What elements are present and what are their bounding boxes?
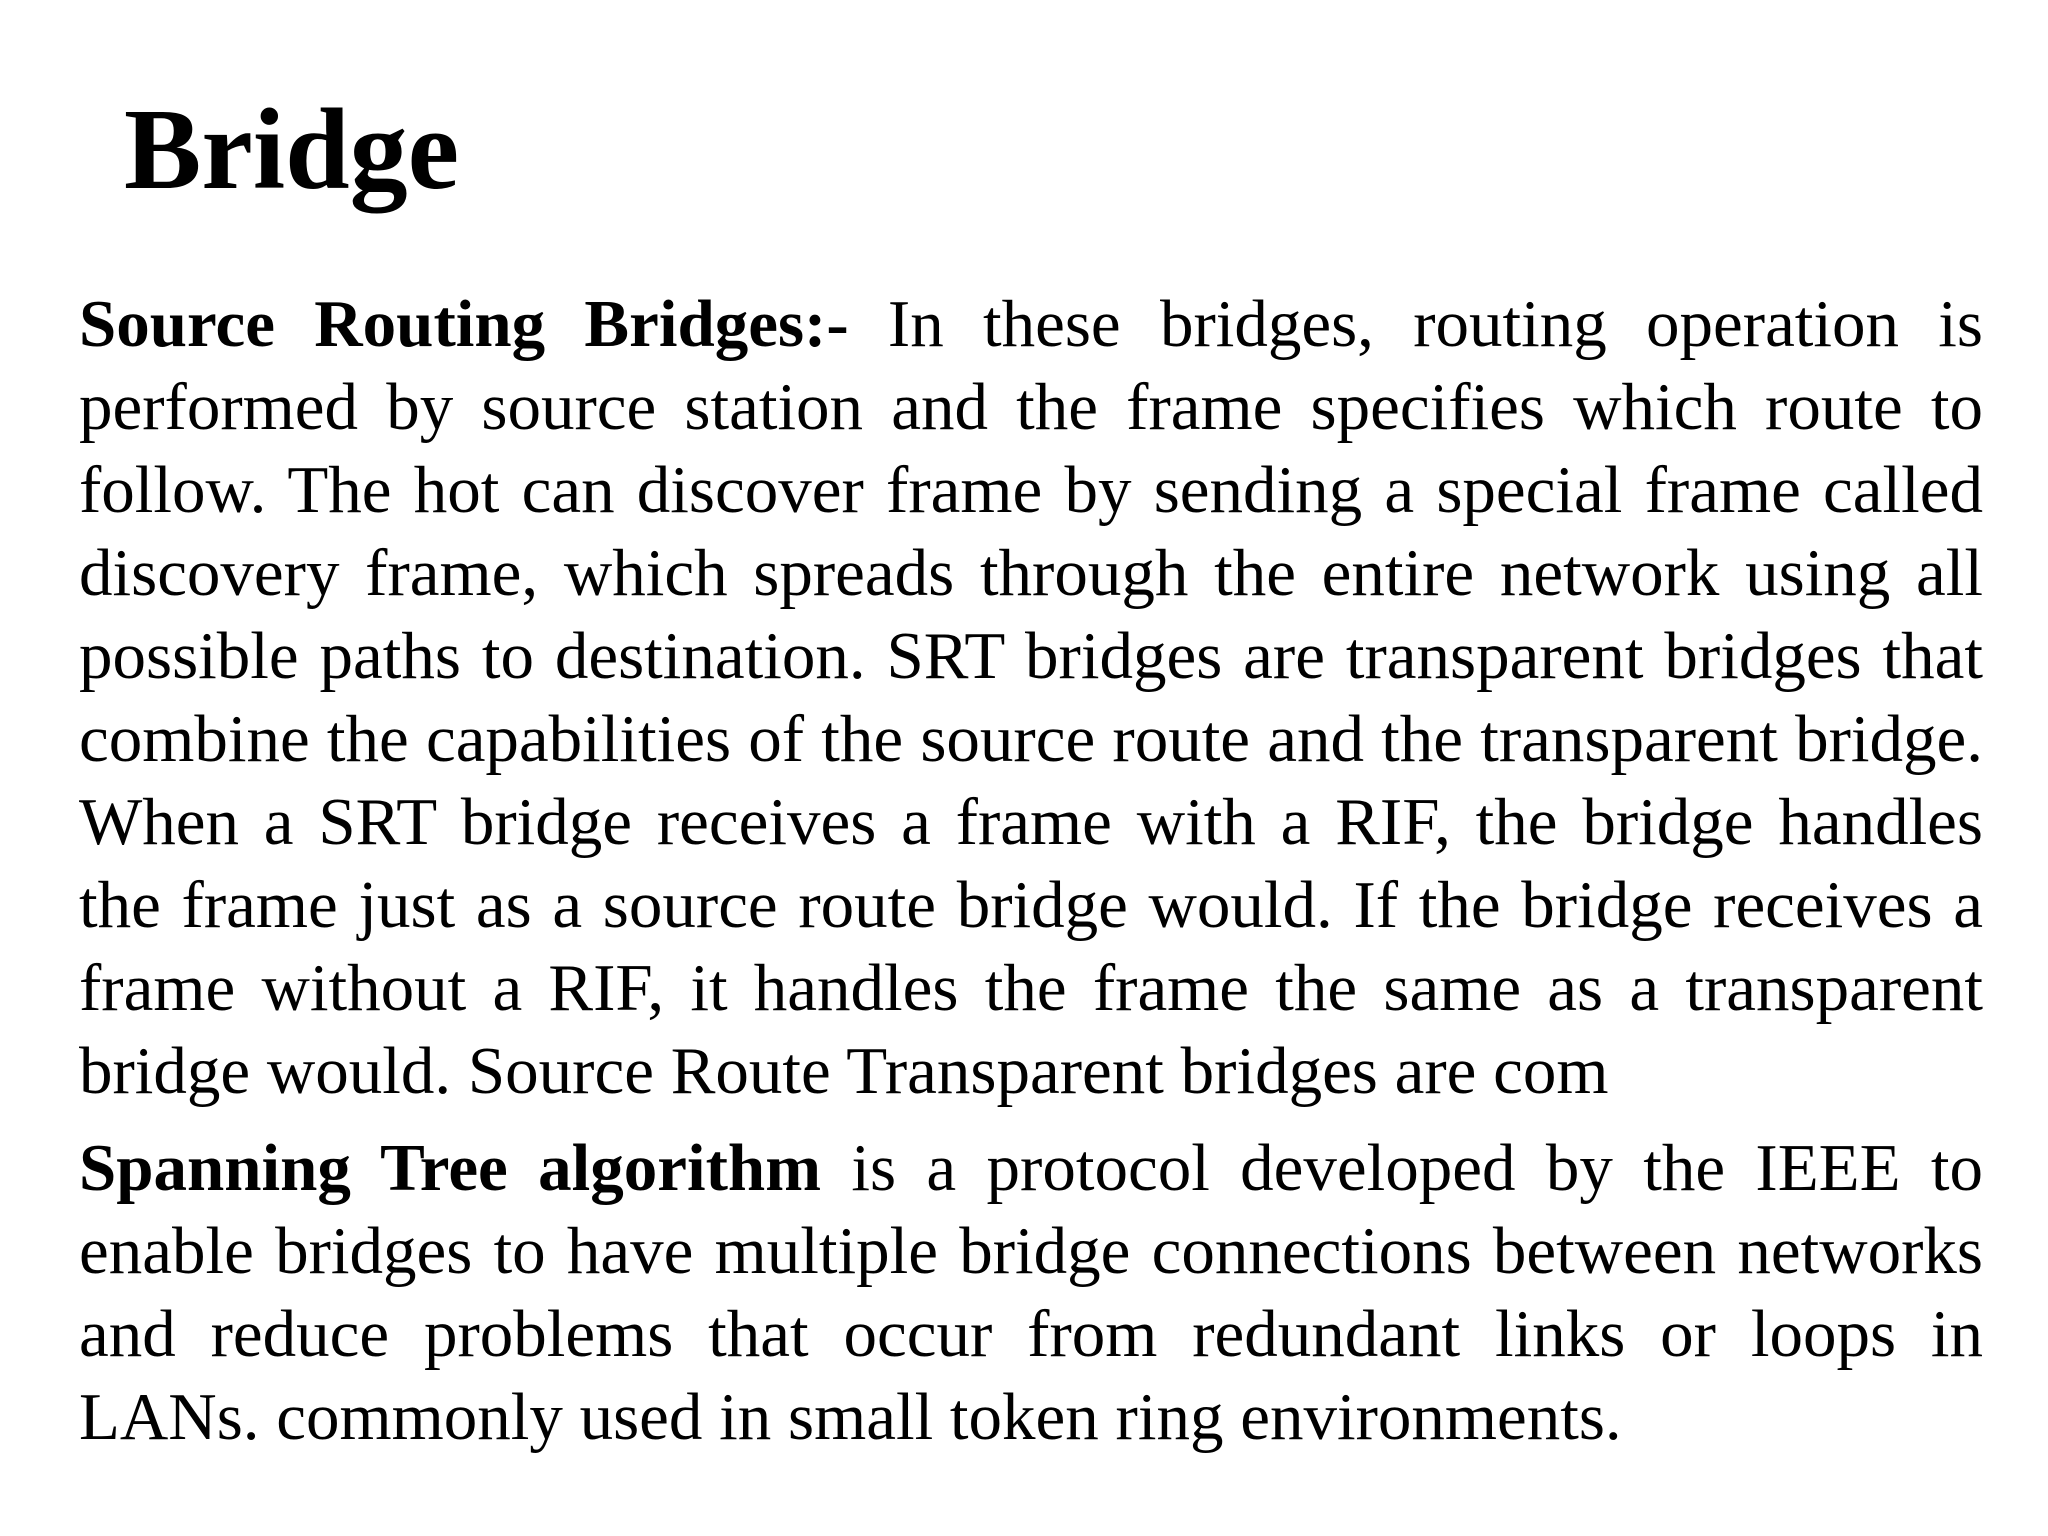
paragraph-text: is a protocol developed by the IEEE to enable bridges to have multiple bridge connections between networks and reduce problems that occur from redundant links or loops in LANs. commonly used in small token ring environments. xyxy=(79,1131,1983,1454)
term-spanning-tree-algorithm: Spanning Tree algorithm xyxy=(79,1131,822,1205)
slide-body xyxy=(79,283,1983,1459)
slide-title: Bridge xyxy=(124,86,460,214)
paragraph-text: In these bridges, routing operation is performed by source station and the frame specifies which route to follow. The hot can discover frame by sending a special frame called discovery frame, which spreads through the entire network using all possible paths to destination. SRT bridges are transparent bridges that combine the capabilities of the source route and the transparent bridge. When a SRT bridge receives a frame with a RIF, the bridge handles the frame just as a source route bridge would. If the bridge receives a frame without a RIF, it handles the frame the same as a transparent bridge would. Source Route Transparent bridges are com xyxy=(79,287,1983,1108)
paragraph-source-routing-bridges xyxy=(79,283,1983,1113)
term-source-routing-bridges: Source Routing Bridges:- xyxy=(79,287,849,361)
paragraph-spanning-tree-algorithm xyxy=(79,1127,1983,1459)
